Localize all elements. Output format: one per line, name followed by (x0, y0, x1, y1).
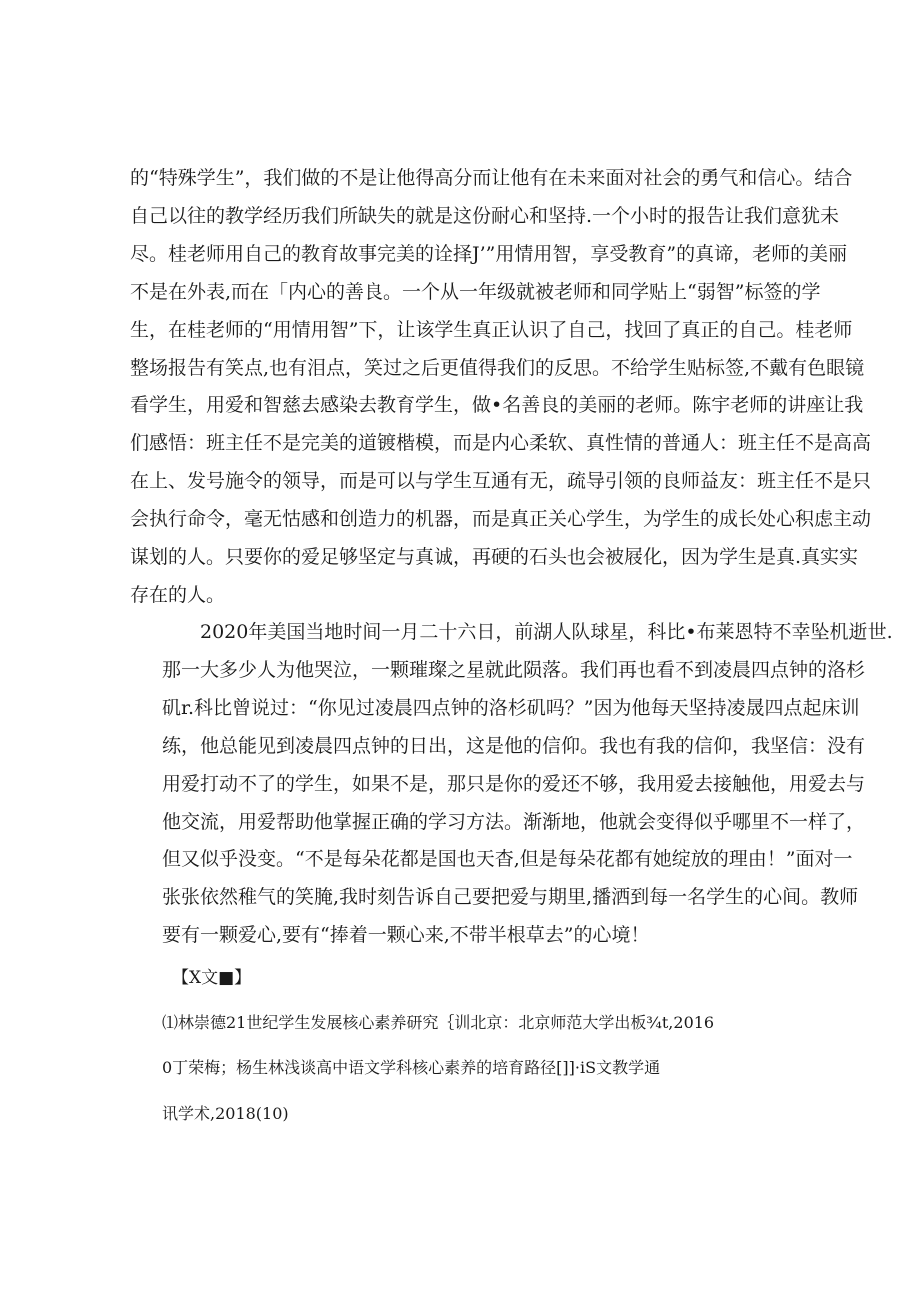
paragraph-line: 不是在外表,而在「内心的善良。一个从一年级就被老师和同学贴上“弱智”标签的学 (130, 281, 821, 303)
paragraph-line: 看学生，用爱和智慈去感染去教育学生，做•名善良的美丽的老师。陈宇老师的讲座让我 (130, 394, 864, 416)
paragraph-line: 要有一颗爱心,要有“捧着一颗心来,不带半根草去”的心境！ (162, 924, 650, 946)
references-heading: 【X文■】 (172, 968, 252, 988)
paragraph-line: 2020年美国当地时间一月二十六日，前湖人队球星，科比•布莱恩特不幸坠机逝世. (200, 621, 893, 643)
reference-item: 0丁荣梅；杨生林浅谈高中语文学科核心素养的培育路径[]]·iS文教学通 (162, 1058, 661, 1077)
paragraph-line: 整场报告有笑点,也有泪点，笑过之后更值得我们的反思。不给学生贴标签,不戴有色眼镜 (130, 357, 865, 379)
reference-item: 讯学术,2018(10) (162, 1104, 289, 1123)
paragraph-line: 会执行命令，毫无怙感和创造力的机器，而是真正关心学生，为学生的成长处心积虑主动 (130, 508, 872, 530)
paragraph-line: 他交流，用爱帮助他掌握正确的学习方法。渐渐地，他就会变得似乎哪里不一样了， (162, 811, 866, 833)
paragraph-line: 矶r.科比曾说过：“你见过凌晨四点钟的洛杉矶吗？”因为他每天坚持凌晟四点起床训 (162, 697, 860, 719)
paragraph-line: 们感悟：班主任不是完美的道镀楷模，而是内心柔软、真性情的普通人：班主任不是高高 (130, 432, 872, 454)
paragraph-line: 的“特殊学生”，我们做的不是让他得高分而让他有在未来面对社会的勇气和信心。结合 (130, 167, 853, 189)
paragraph-line: 在上、发号施令的领导，而是可以与学生互通有无，疏导引领的良师益友：班主任不是只 (130, 470, 872, 492)
reference-item: ⑴林崇德21世纪学生发展核心素养研究｛训北京：北京师范大学出板¾t,2016 (162, 1013, 715, 1032)
paragraph-line: 用爱打动不了的学生，如果不是，那只是你的爱还不够，我用爱去接触他，用爱去与 (162, 773, 866, 795)
paragraph-line: 张张依然稚气的笑腌,我时刻告诉自己要把爱与期里,播洒到每一名学生的心间。教师 (162, 886, 859, 908)
paragraph-line: 那一大多少人为他哭泣，一颗璀璨之星就此陨落。我们再也看不到凌晨四点钟的洛杉 (162, 659, 866, 681)
paragraph-line: 尽。桂老师用自己的教育故事完美的诠择J’”用情用智，享受教育”的真谛，老师的美丽 (130, 243, 848, 265)
paragraph-line: 谋划的人。只要你的爱足够坚定与真诚，再硬的石头也会被屐化，因为学生是真.真实实 (130, 546, 859, 568)
paragraph-line: 生，在桂老师的“用情用智”下，让该学生真正认识了自己，找回了真正的自己。桂老师 (130, 319, 853, 341)
paragraph-line: 自己以往的教学经历我们所缺失的就是这份耐心和坚持.一个小时的报告让我们意犹未 (130, 205, 840, 227)
paragraph-line: 练，他总能见到凌晨四点钟的日出，这是他的信仰。我也有我的信仰，我坚信：没有 (162, 735, 866, 757)
paragraph-line: 存在的人。 (130, 584, 226, 606)
paragraph-line: 但又似乎没变。“不是每朵花都是国也天杳,但是每朵花都有她绽放的理由！”面对一 (162, 848, 853, 870)
